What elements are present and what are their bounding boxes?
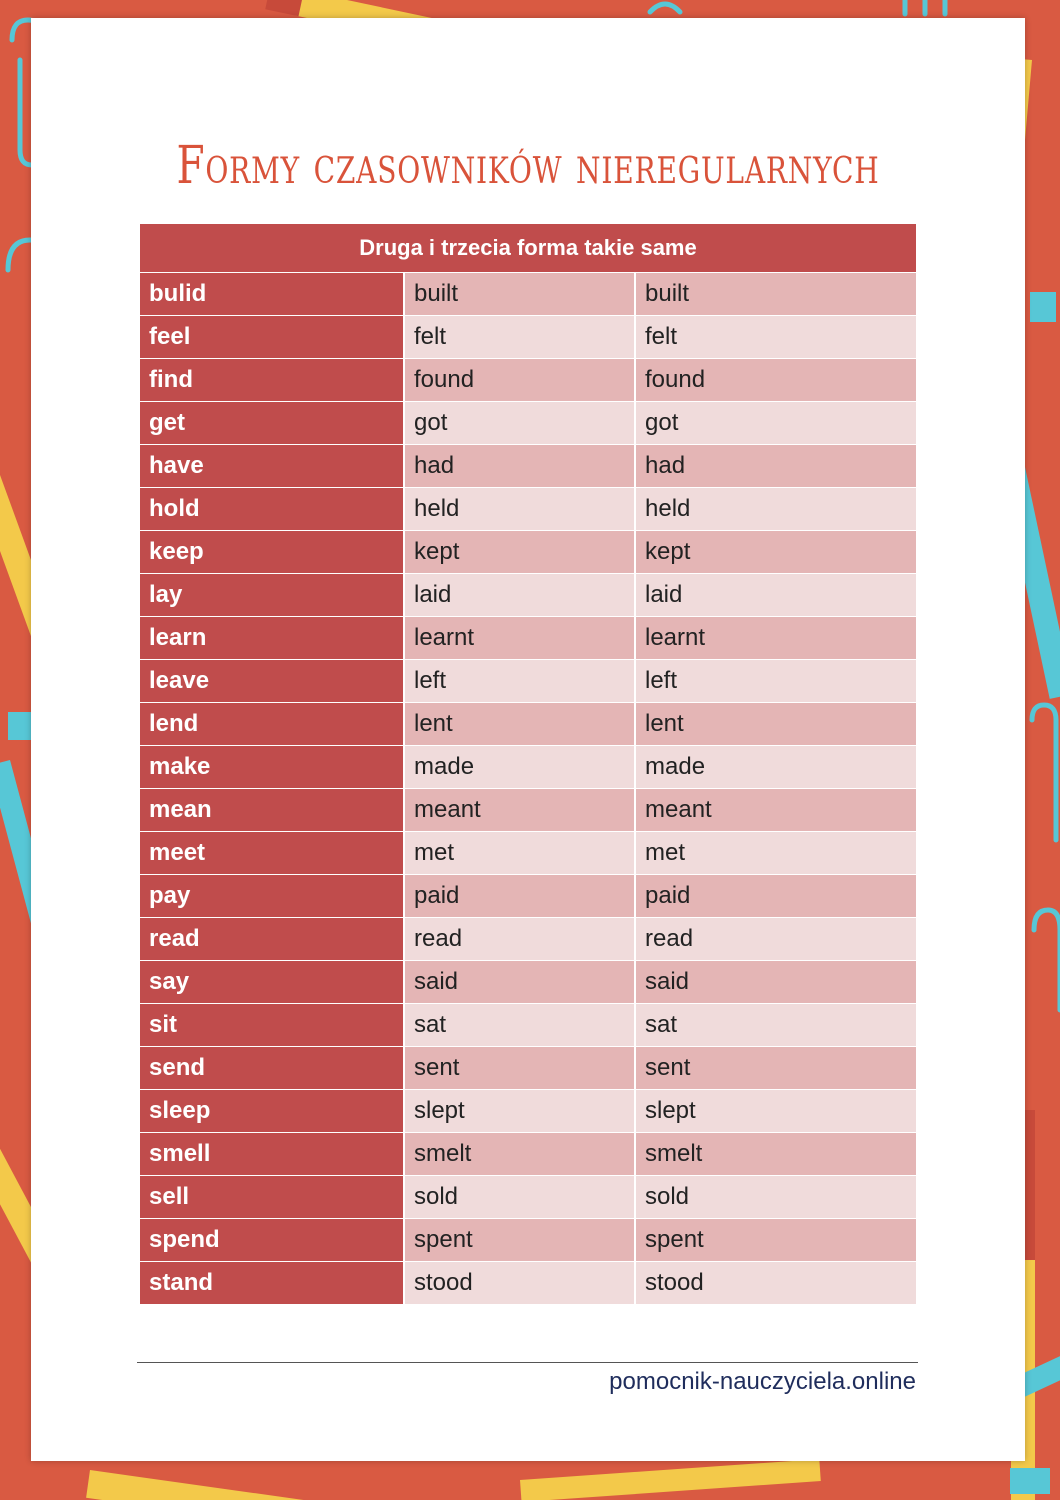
table-row	[140, 315, 916, 358]
past-simple-cell: sat	[405, 1003, 636, 1046]
footer-url: pomocnik-nauczyciela.online	[609, 1368, 916, 1395]
past-participle-cell: slept	[636, 1089, 916, 1132]
past-participle-cell: built	[636, 272, 916, 315]
base-form-cell: get	[140, 401, 405, 444]
past-participle-cell: read	[636, 917, 916, 960]
past-simple-cell: meant	[405, 788, 636, 831]
past-simple-cell: lent	[405, 702, 636, 745]
base-form-cell: have	[140, 444, 405, 487]
paperclip-icon	[905, 0, 945, 14]
past-simple-cell: met	[405, 831, 636, 874]
past-participle-cell: meant	[636, 788, 916, 831]
past-simple-cell: spent	[405, 1218, 636, 1261]
past-simple-cell: got	[405, 401, 636, 444]
past-participle-cell: found	[636, 358, 916, 401]
past-simple-cell: slept	[405, 1089, 636, 1132]
table-row	[140, 573, 916, 616]
table-row	[140, 788, 916, 831]
past-participle-cell: sold	[636, 1175, 916, 1218]
table-row	[140, 1218, 916, 1261]
table-row	[140, 745, 916, 788]
past-participle-cell: laid	[636, 573, 916, 616]
base-form-cell: keep	[140, 530, 405, 573]
past-simple-cell: sold	[405, 1175, 636, 1218]
past-simple-cell: built	[405, 272, 636, 315]
past-simple-cell: paid	[405, 874, 636, 917]
base-form-cell: meet	[140, 831, 405, 874]
table-row	[140, 960, 916, 1003]
table-row	[140, 272, 916, 315]
past-participle-cell: lent	[636, 702, 916, 745]
table-row	[140, 1132, 916, 1175]
base-form-cell: leave	[140, 659, 405, 702]
past-participle-cell: held	[636, 487, 916, 530]
base-form-cell: feel	[140, 315, 405, 358]
base-form-cell: lend	[140, 702, 405, 745]
pencil-icon	[86, 1470, 526, 1500]
table-row	[140, 1261, 916, 1304]
base-form-cell: stand	[140, 1261, 405, 1304]
base-form-cell: make	[140, 745, 405, 788]
past-participle-cell: made	[636, 745, 916, 788]
past-simple-cell: felt	[405, 315, 636, 358]
table-row	[140, 616, 916, 659]
base-form-cell: learn	[140, 616, 405, 659]
past-simple-cell: smelt	[405, 1132, 636, 1175]
table-row	[140, 1175, 916, 1218]
past-simple-cell: left	[405, 659, 636, 702]
base-form-cell: read	[140, 917, 405, 960]
past-simple-cell: had	[405, 444, 636, 487]
past-participle-cell: felt	[636, 315, 916, 358]
table-body	[140, 272, 916, 1304]
pencil-icon	[520, 1459, 821, 1500]
base-form-cell: mean	[140, 788, 405, 831]
past-participle-cell: had	[636, 444, 916, 487]
past-simple-cell: read	[405, 917, 636, 960]
past-participle-cell: sent	[636, 1046, 916, 1089]
worksheet-page	[31, 18, 1025, 1461]
past-participle-cell: stood	[636, 1261, 916, 1304]
base-form-cell: bulid	[140, 272, 405, 315]
base-form-cell: sit	[140, 1003, 405, 1046]
past-participle-cell: met	[636, 831, 916, 874]
past-simple-cell: found	[405, 358, 636, 401]
base-form-cell: lay	[140, 573, 405, 616]
paperclip-icon	[650, 4, 680, 12]
base-form-cell: smell	[140, 1132, 405, 1175]
past-participle-cell: said	[636, 960, 916, 1003]
footer-divider	[137, 1362, 918, 1363]
past-simple-cell: said	[405, 960, 636, 1003]
table-row	[140, 702, 916, 745]
past-participle-cell: smelt	[636, 1132, 916, 1175]
table-header: Druga i trzecia forma takie same	[140, 224, 916, 272]
table-row	[140, 401, 916, 444]
paperclip-icon	[1034, 910, 1060, 1010]
past-participle-cell: left	[636, 659, 916, 702]
past-simple-cell: held	[405, 487, 636, 530]
paperclip-icon	[1032, 705, 1056, 840]
page-title: Formy czasowników nieregularnych	[176, 136, 880, 196]
base-form-cell: say	[140, 960, 405, 1003]
past-simple-cell: stood	[405, 1261, 636, 1304]
table-row	[140, 831, 916, 874]
past-participle-cell: paid	[636, 874, 916, 917]
past-simple-cell: made	[405, 745, 636, 788]
base-form-cell: sleep	[140, 1089, 405, 1132]
past-simple-cell: sent	[405, 1046, 636, 1089]
past-participle-cell: spent	[636, 1218, 916, 1261]
past-participle-cell: got	[636, 401, 916, 444]
past-participle-cell: kept	[636, 530, 916, 573]
base-form-cell: find	[140, 358, 405, 401]
base-form-cell: send	[140, 1046, 405, 1089]
verb-table	[140, 224, 916, 1304]
past-simple-cell: kept	[405, 530, 636, 573]
base-form-cell: spend	[140, 1218, 405, 1261]
past-simple-cell: laid	[405, 573, 636, 616]
past-simple-cell: learnt	[405, 616, 636, 659]
table-row	[140, 874, 916, 917]
table-row	[140, 530, 916, 573]
table-row	[140, 358, 916, 401]
table-row	[140, 487, 916, 530]
table-row	[140, 917, 916, 960]
table-row	[140, 1089, 916, 1132]
past-participle-cell: learnt	[636, 616, 916, 659]
past-participle-cell: sat	[636, 1003, 916, 1046]
base-form-cell: hold	[140, 487, 405, 530]
table-row	[140, 1046, 916, 1089]
table-row	[140, 444, 916, 487]
base-form-cell: sell	[140, 1175, 405, 1218]
table-row	[140, 1003, 916, 1046]
base-form-cell: pay	[140, 874, 405, 917]
table-row	[140, 659, 916, 702]
